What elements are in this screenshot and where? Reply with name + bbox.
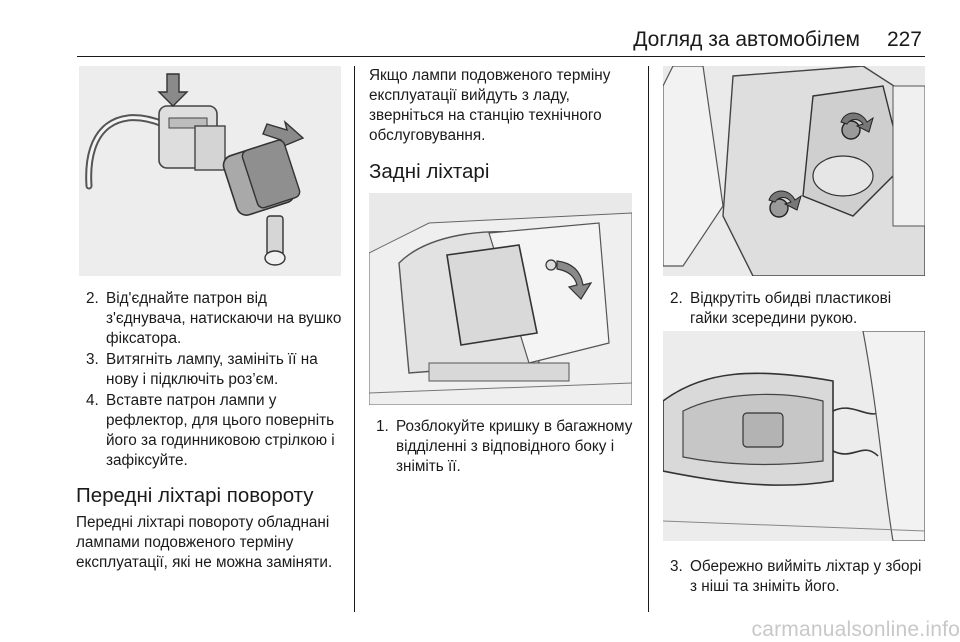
step-text: Обережно вийміть ліхтар у зборі з ніші та зніміть його. (690, 558, 922, 595)
instruction-step (670, 289, 932, 329)
tail-light-removal-illustration (663, 331, 925, 541)
step-text: Від'єднайте патрон від з'єднувача, натискаючи на вушко фіксатора. (106, 290, 342, 347)
step-number: 3. (670, 558, 683, 575)
step-text: Відкрутіть обидві пластикові гайки зсередини рукою. (690, 290, 892, 327)
tail-light-nuts-illustration (663, 66, 925, 276)
instruction-step (376, 417, 638, 477)
section-paragraph: Передні ліхтарі повороту обладнані лампами подовженого терміну експлуатації, які не можна заміняти. (76, 514, 333, 571)
step-number: 3. (86, 351, 99, 368)
step-text: Витягніть лампу, замініть її на нову і підключіть роз’єм. (106, 351, 318, 388)
header-divider (77, 56, 925, 57)
watermark-text: carmanualsonline.info (751, 618, 960, 641)
section-heading-front-turn-signals: Передні ліхтарі повороту (76, 484, 314, 507)
bulb-connector-illustration (79, 66, 341, 276)
step-number: 1. (376, 418, 389, 435)
instruction-step (86, 391, 348, 471)
instruction-step (86, 289, 348, 349)
step-number: 2. (670, 290, 683, 307)
step-text: Розблокуйте кришку в багажному відділенні з відповідного боку і зніміть її. (396, 418, 633, 475)
instruction-step (670, 557, 932, 597)
step-number: 4. (86, 392, 99, 409)
trunk-cover-illustration (369, 193, 632, 405)
page-title: Догляд за автомобілем (633, 28, 860, 51)
column-divider-right (648, 66, 649, 612)
section-heading-tail-lights: Задні ліхтарі (369, 160, 490, 183)
step-number: 2. (86, 290, 99, 307)
step-text: Вставте патрон лампи у рефлектор, для цього поверніть його за годинниковою стрілкою і зафіксуйте. (106, 392, 335, 469)
column-divider-left (354, 66, 355, 612)
instruction-step (86, 350, 348, 390)
page-number: 227 (886, 28, 922, 51)
intro-paragraph: Якщо лампи подовженого терміну експлуатації вийдуть з ладу, зверніться на станцію технічного обслуговування. (369, 67, 611, 144)
